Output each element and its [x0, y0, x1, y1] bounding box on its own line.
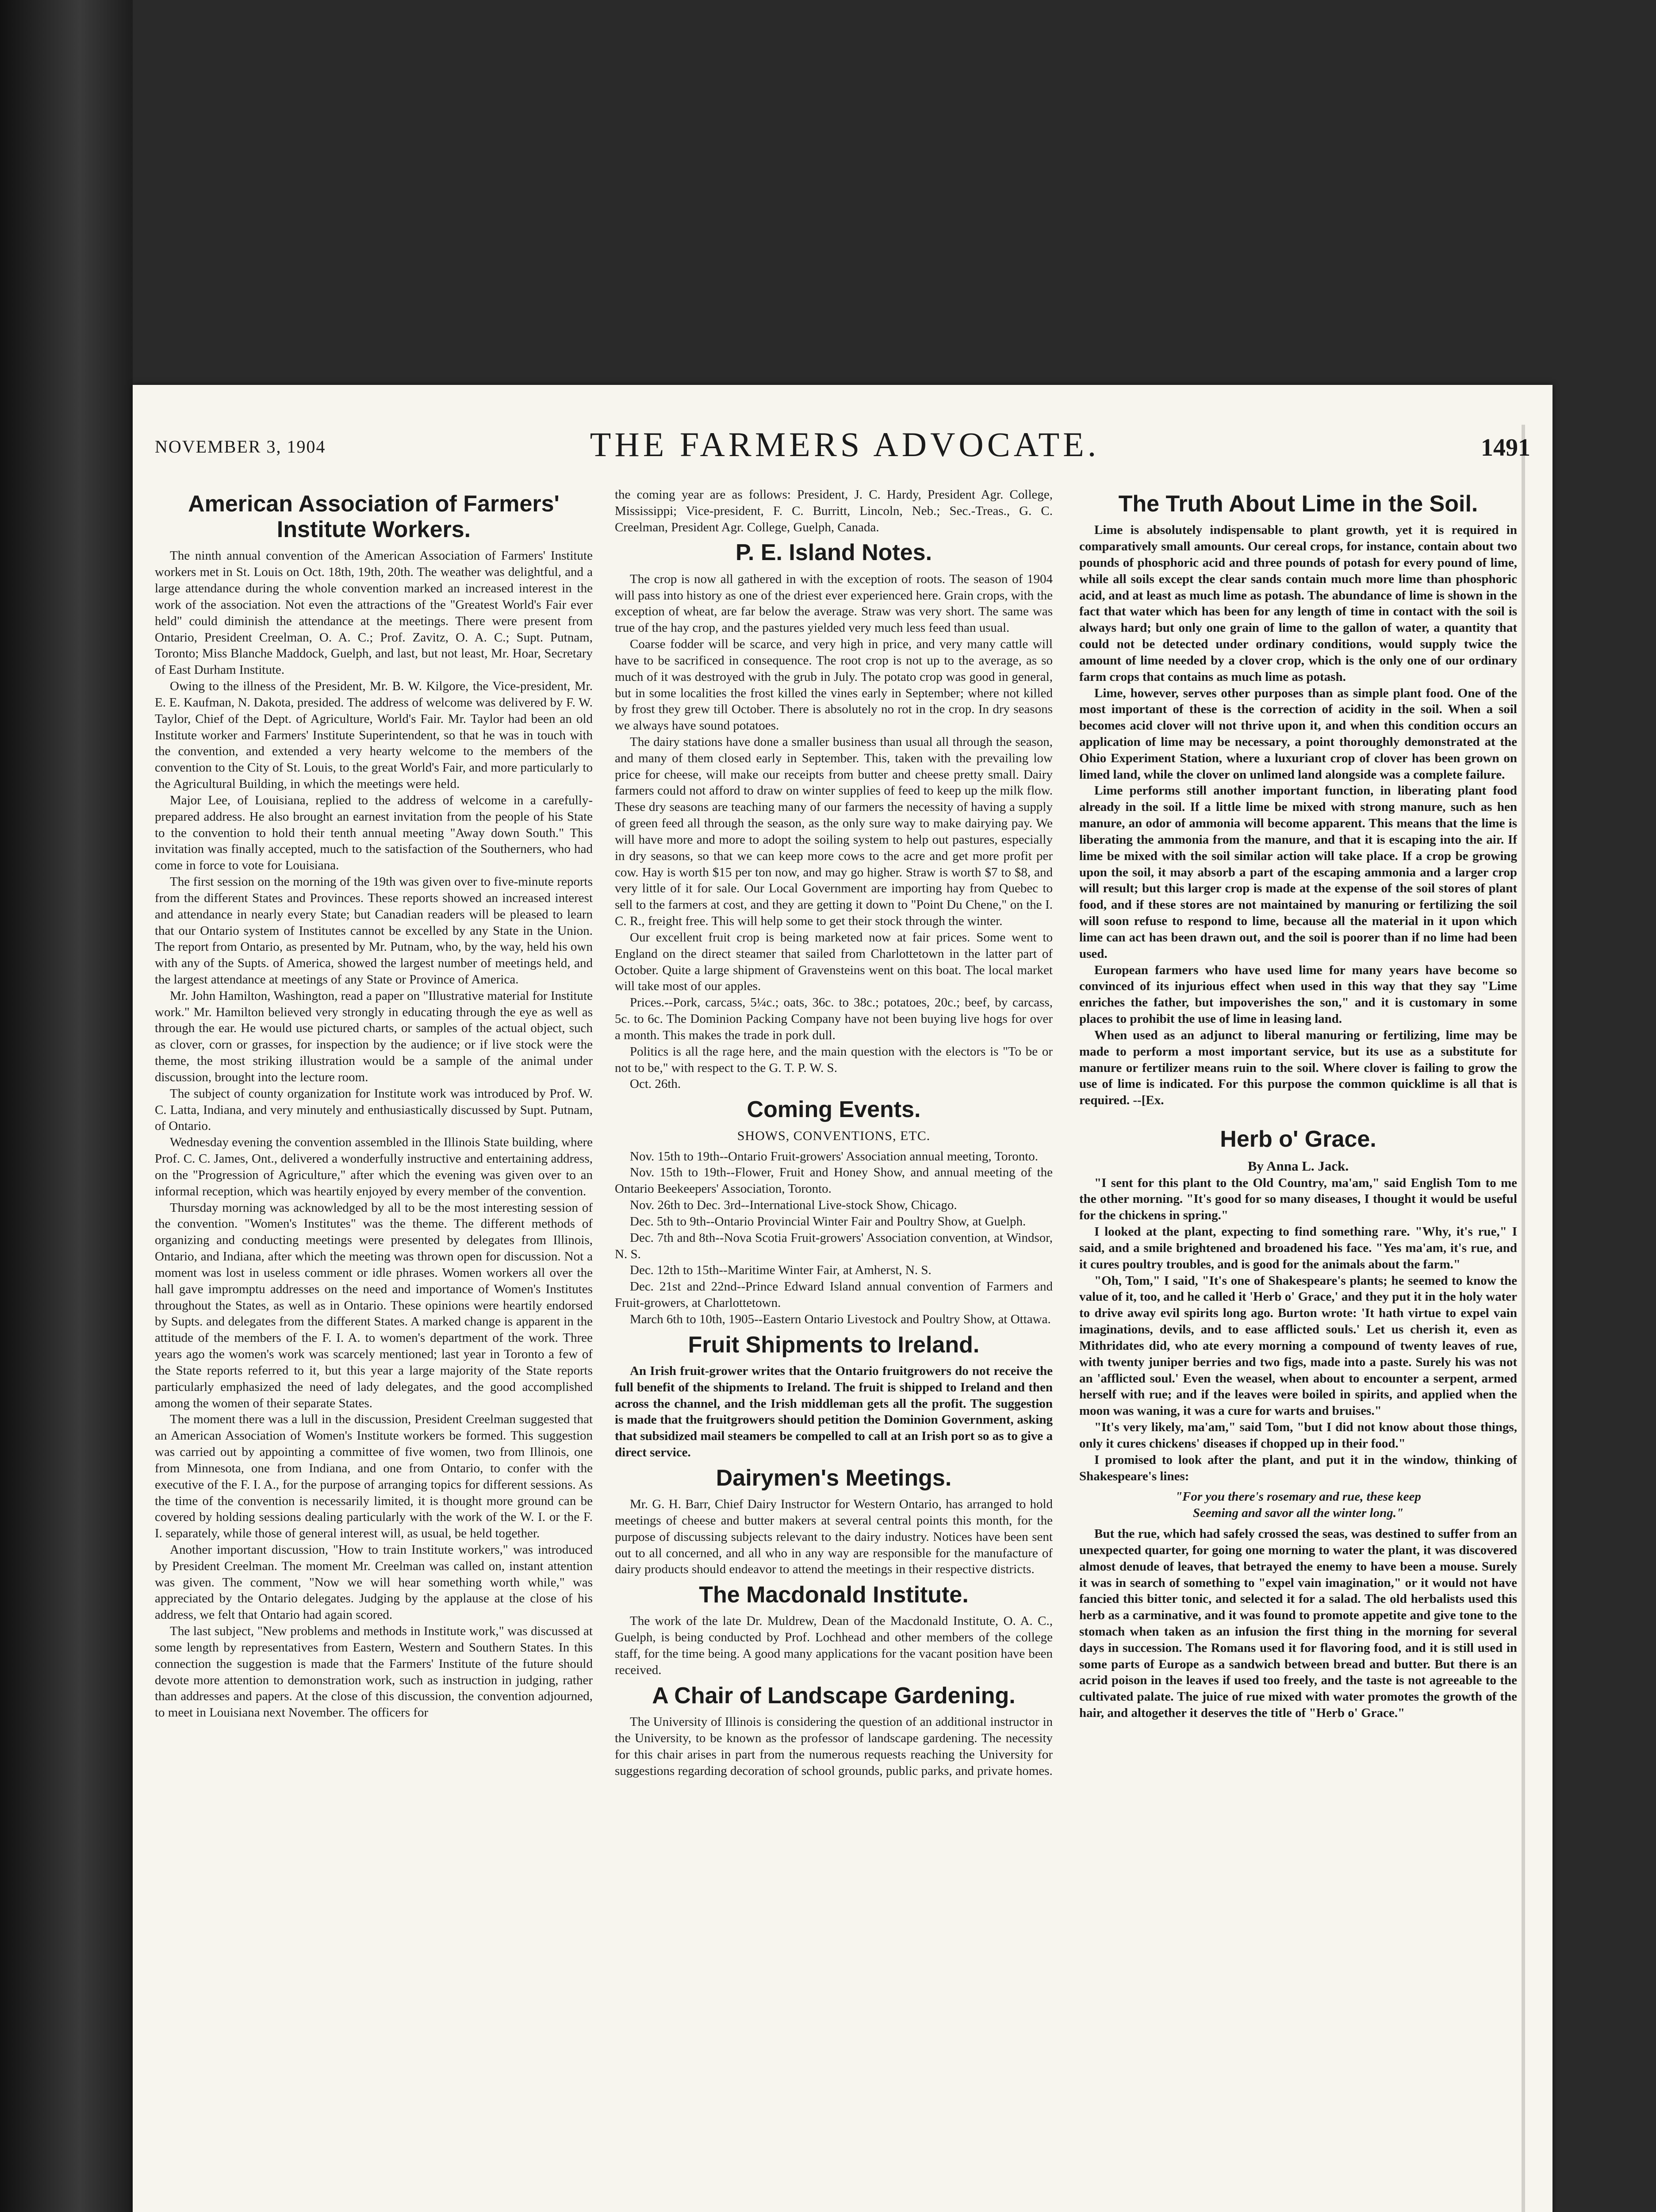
page-header [155, 420, 1535, 473]
dateline: Oct. 26th. [630, 1077, 681, 1091]
event-item: Dec. 7th and 8th--Nova Scotia Fruit-growers' Association convention, at Windsor, N. S. [615, 1230, 1053, 1261]
paragraph: The last subject, "New problems and methods in Institute work," was discussed at some length by representatives from Eastern, Western and Southern States. In this connection the suggestion is made that the Farmers' Institute of the future should devote more attention to demonstration work, such as instruction in judging, rather than addresses and papers. At the close of this discussion, the convention adjourned, to meet in Louisiana next November. The officers for [155, 1624, 593, 1720]
paragraph: The dairy stations have done a smaller business than usual all through the season, and many of them closed early in September. This, taken with the prevailing low price for cheese, will make our receipts from butter and cheese pretty small. Dairy farmers could not afford to draw on winter supplies of feed to keep up the milk flow. These dry seasons are teaching many of our farmers the necessity of having a supply of green feed all through the season, as the only sure way to make dairying pay. We will have more and more to adopt the soiling system to help out pastures, especially in dry seasons, so that we can keep more cows to the acre and get more profit per cow. Hay is worth $15 per ton now, and may go higher. Straw is worth $7 to $8, and very little of it for sale. Our Local Government are importing hay from Quebec to sell to the farmers at cost, and they are getting it down to "Point Du Chene," on the I. C. R., freight free. This will help some to get their stock through the winter. [615, 735, 1053, 929]
paragraph: Major Lee, of Louisiana, replied to the address of welcome in a carefully-prepared address. He also brought an earnest invitation from the people of his State to the convention to hold their tenth annual meeting "Away down South." This invitation was finally accepted, much to the satisfaction of the Southerners, who had come in force to vote for Louisiana. [155, 793, 593, 873]
paragraph: But the rue, which had safely crossed the seas, was destined to suffer from an unexpected quarter, for going one morning to water the plant, it was discovered almost denude of leaves, that betrayed the enemy to have been a mouse. Surely it was in search of something to "expel vain imagination," or it would not have fancied this bitter tonic, and selected it for a salad. The old herbalists used this herb as a carminative, and it was found to promote appetite and give tone to the stomach when taken as an infusion the first thing in the morning for several days in succession. The Romans used it for flavoring food, and it is still used in some parts of Europe as a sandwich between bread and butter. But there is an acrid poison in the leaves if used too freely, and the taste is not agreeable to the cultivated palate. The juice of rue mixed with water promotes the growth of the hair, and altogether it deserves the title of "Herb o' Grace." [1079, 1527, 1517, 1720]
paragraph: When used as an adjunct to liberal manuring or fertilizing, lime may be made to perform a most important service, but its use as a substitute for manure or fertilizer means ruin to the soil. Where clover is failing to grow the use of lime is indicated. For this purpose the common quicklime is all that is required. --[Ex. [1079, 1028, 1517, 1108]
article-title-herb-o-grace: Herb o' Grace. [1220, 1126, 1376, 1152]
event-item: Nov. 15th to 19th--Ontario Fruit-growers' Association annual meeting, Toronto. [630, 1149, 1039, 1164]
paragraph: The crop is now all gathered in with the exception of roots. The season of 1904 will pass into history as one of the driest ever experienced here. Grain crops, with the exception of wheat, are far below the average. Straw was very short. The same was true of the hay crop, and the pastures yielded very much less feed than usual. [615, 572, 1053, 635]
paragraph: Lime is absolutely indispensable to plant growth, yet it is required in comparatively small amounts. Our cereal crops, for instance, contain about two pounds of phosphoric acid and three pounds of potash for every pound of lime, while all soils except the clear sands contain much more lime than phosphoric acid, and at least as much lime as potash. The abundance of lime is shown in the fact that water which has been for any length of time in contact with the soil is always hard; but only one grain of lime to the gallon of water, a quantity that could not be detected under ordinary conditions, would supply twice the amount of lime needed by a clover crop, which is the only one of our ordinary farm crops that contains as much lime as potash. [1079, 523, 1517, 684]
newspaper-page [133, 385, 1552, 2212]
article-title-landscape-gardening: A Chair of Landscape Gardening. [652, 1682, 1016, 1709]
paragraph: The work of the late Dr. Muldrew, Dean of the Macdonald Institute, O. A. C., Guelph, is being conducted by Prof. Lochhead and other members of the college staff, for the time being. A good many applications for the vacant position have been received. [615, 1614, 1053, 1677]
coming-events-subtitle: SHOWS, CONVENTIONS, ETC. [737, 1129, 931, 1144]
byline: By Anna L. Jack. [1247, 1158, 1349, 1174]
verse-line: "For you there's rosemary and rue, these keep [1175, 1490, 1421, 1504]
event-item: Nov. 15th to 19th--Flower, Fruit and Honey Show, and annual meeting of the Ontario Beekeepers' Association, Toronto. [615, 1165, 1053, 1196]
column-1 [155, 487, 593, 2212]
paragraph: Our excellent fruit crop is being marketed now at fair prices. Some went to England on the direct steamer that sailed from Charlottetown in the latter part of October. Quite a large shipment of Gravensteins went on this boat. The local market will take most of our apples. [615, 930, 1053, 994]
paragraph: Prices.--Pork, carcass, 5¼c.; oats, 36c. to 38c.; potatoes, 20c.; beef, by carcass, 5c. to 6c. The Dominion Packing Company have not been buying live hogs for over a month. This makes the trade in pork dull. [615, 995, 1053, 1042]
article-title-lime-in-soil: The Truth About Lime in the Soil. [1118, 491, 1478, 517]
paragraph: Mr. G. H. Barr, Chief Dairy Instructor for Western Ontario, has arranged to hold meetings of cheese and butter makers at several central points this month, for the purpose of discussing subjects relevant to the dairy industry. Notices have been sent out to all concerned, and all who in any way are responsible for the manufacture of dairy products should endeavor to attend the meetings in their respective districts. [615, 1497, 1053, 1577]
paragraph-continued: the coming year are as follows: President, J. C. Hardy, President Agr. College, Mississippi; Vice-president, F. C. Burritt, Lincoln, Neb.; Sec.-Treas., G. C. Creelman, President Agr. College, Guelph, Canada. [615, 488, 1053, 534]
paragraph: Coarse fodder will be scarce, and very high in price, and very many cattle will have to be sacrificed in consequence. The root crop is not up to the average, as so much of it was destroyed with the grub in July. The potato crop was good in general, but in some localities the frost killed the vines early in September; where not killed by frost they grew till October. There is absolutely no rot in the crop. In dry seasons we always have sound potatoes. [615, 637, 1053, 733]
paragraph: The first session on the morning of the 19th was given over to five-minute reports from the different States and Provinces. These reports showed an increased interest and attendance in nearly every State; but Canadian readers will be pleased to learn that our Ontario system of Institutes cannot be excelled by any State in the Union. The report from Ontario, as presented by Mr. Putnam, who, by the way, held his own with any of the Supts. of America, showed the largest number of meetings held, and the largest attendance at meetings of any State or Province of America. [155, 875, 593, 987]
paragraph: "I sent for this plant to the Old Country, ma'am," said English Tom to me the other morning. "It's good for so many diseases, I thought it would be useful for the chickens in spring." [1079, 1175, 1517, 1223]
verse-line: Seeming and savor all the winter long." [1192, 1506, 1404, 1521]
paragraph: Owing to the illness of the President, Mr. B. W. Kilgore, the Vice-president, Mr. E. E. Kaufman, N. Dakota, presided. The address of welcome was delivered by F. W. Taylor, Chief of the Dept. of Agriculture, World's Fair. Mr. Taylor had been an old Institute worker and Farmers' Institute Superintendent, so that he was in touch with the convention, and extended a very hearty welcome to the members of the convention to the City of St. Louis, to the great World's Fair, and more particularly to the Agricultural Building, in which the meetings were held. [155, 679, 593, 791]
paragraph: Lime performs still another important function, in liberating plant food already in the soil. If a little lime be mixed with strong manure, such as hen manure, an odor of ammonia will become apparent. This means that the lime is liberating the ammonia from the manure, and that it is escaping into the air. If lime be mixed with the soil similar action will take place. If a crop be growing upon the soil, it may absorb a part of the escaping ammonia and a larger crop will result; but this larger crop is made at the expense of the soil stores of plant food, and if these stores are not maintained by manuring or fertilizing the soil will soon refuse to respond to lime, because all the material in it upon which lime can act has been drawn out, and the soil is poorer than if no lime had been used. [1079, 783, 1517, 961]
paragraph: "It's very likely, ma'am," said Tom, "but I did not know about those things, only it cures chickens' diseases if chopped up in their food." [1079, 1420, 1517, 1451]
paragraph: European farmers who have used lime for many years have become so convinced of its injurious effect when used in this way that they say "Lime enriches the father, but impoverishes the son," and it is customary in some places to prohibit the use of lime in leasing land. [1079, 963, 1517, 1026]
article-title-coming-events: Coming Events. [747, 1097, 921, 1123]
issue-date: NOVEMBER 3, 1904 [155, 437, 326, 457]
paragraph: "Oh, Tom," I said, "It's one of Shakespeare's plants; he seemed to know the value of it, too, and he called it 'Herb o' Grace,' and they put it in the holy water to drive away evil spirits long ago. Burton wrote: 'It hath virtue to expel vain imaginations, devils, and to ease afflicted souls.' Let us cherish it, even as Mithridates did, who ate every morning a compound of twenty leaves of rue, with twenty juniper berries and two figs, made into a paste. Surely his was not an 'afflicted soul.' Even the weasel, when about to encounter a serpent, armed herself with rue; and if the leaves were boiled in spirits, and applied when the moon was waning, it was a cure for warts and bruises." [1079, 1273, 1517, 1418]
event-item: Dec. 5th to 9th--Ontario Provincial Winter Fair and Poultry Show, at Guelph. [630, 1214, 1026, 1229]
quoted-verse [1079, 1489, 1517, 1521]
paragraph: The University of Illinois is considering the question of an additional instructor in the University, to be known as the professor of landscape gardening. The necessity for this chair arises in part from the numerous requests reaching the University for suggestions regarding decoration of school grounds, public parks, and private homes. [615, 1715, 1053, 1778]
page-number: 1491 [1481, 434, 1530, 461]
column-3 [1079, 487, 1517, 2212]
paragraph: Thursday morning was acknowledged by all to be the most interesting session of the convention. "Women's Institutes" was the theme. The different methods of organizing and conducting meetings were presented by delegates from Illinois, Ontario, and Indiana, after which the meeting was thrown open for discussion. Not a moment was lost in useless comment or idle phrases. Women workers all over the hall gave impromptu addresses on the need and importance of Women's Institutes throughout the States, as well as in Ontario. These opinions were heartily endorsed by Supts. and delegates from the different States. A marked change is apparent in the attitude of the members of the F. I. A. to women's department of the work. Three years ago the women's work was scarcely mentioned; last year in Toronto a few of the State reports referred to it, but this year a large majority of the State reports particularly emphasized the need of lady delegates, and the good accomplished among the women of their separate States. [155, 1200, 593, 1410]
masthead-title: THE FARMERS ADVOCATE. [590, 425, 1100, 464]
scan-border-left [0, 0, 133, 2212]
article-title-farmers-institute: American Association of Farmers' Institute Workers. [188, 491, 560, 543]
event-item: Dec. 12th to 15th--Maritime Winter Fair, at Amherst, N. S. [630, 1263, 932, 1278]
paragraph: Another important discussion, "How to train Institute workers," was introduced by President Creelman. The moment Mr. Creelman was called on, instant attention was given. The comment, "Now we will hear something worth while," was appreciated by the Ontario delegates. Judging by the applause at the close of his address, we felt that Ontario had again scored. [155, 1542, 593, 1622]
paragraph: I promised to look after the plant, and put it in the window, thinking of Shakespeare's lines: [1079, 1452, 1517, 1483]
paragraph: An Irish fruit-grower writes that the Ontario fruitgrowers do not receive the full benefit of the shipments to Ireland. The fruit is shipped to Ireland and then across the channel, and the Irish middleman gets all the profit. The suggestion is made that the fruitgrowers should petition the Dominion Government, asking that subsidized mail steamers be compelled to call at an Irish port so as to give a direct service. [615, 1363, 1053, 1460]
column-2 [615, 487, 1053, 2212]
event-item: Nov. 26th to Dec. 3rd--International Live-stock Show, Chicago. [630, 1198, 957, 1213]
article-title-macdonald-institute: The Macdonald Institute. [699, 1582, 969, 1608]
page-fold-shadow [1522, 425, 1525, 2212]
paragraph: I looked at the plant, expecting to find something rare. "Why, it's rue," I said, and a smile brightened and broadened his face. "Yes ma'am, it's rue, and it cures poultry troubles, and is good for the animals about the farm." [1079, 1225, 1517, 1271]
paragraph: Lime, however, serves other purposes than as simple plant food. One of the most important of these is the correction of acidity in the soil. When a soil becomes acid clover will not thrive upon it, and when this condition occurs an application of lime may be necessary, a point thoroughly demonstrated at the Ohio Experiment Station, where a luxuriant crop of clover has been grown on limed land, while the clover on unlimed land alongside was a complete failure. [1079, 686, 1517, 782]
paragraph: The ninth annual convention of the American Association of Farmers' Institute workers met in St. Louis on Oct. 18th, 19th, 20th. The weather was delightful, and a large attendance during the whole convention marked an increased interest in the work of the association. Not even the attractions of the "Greatest World's Fair ever held" could diminish the attendance at the meetings. There were present from Ontario, President Creelman, O. A. C.; Prof. Zavitz, O. A. C.; Supt. Putnam, Toronto; Miss Blanche Maddock, Guelph, and last, but not least, Mr. Hoar, Secretary of East Durham Institute. [155, 549, 593, 677]
event-item: March 6th to 10th, 1905--Eastern Ontario Livestock and Poultry Show, at Ottawa. [630, 1312, 1051, 1326]
paragraph: The subject of county organization for Institute work was introduced by Prof. W. C. Latta, Indiana, and very minutely and enthusiastically discussed by Supt. Putnam, of Ontario. [155, 1086, 593, 1133]
article-title-pei-notes: P. E. Island Notes. [735, 540, 932, 566]
article-title-fruit-shipments: Fruit Shipments to Ireland. [688, 1332, 980, 1358]
event-item: Dec. 21st and 22nd--Prince Edward Island annual convention of Farmers and Fruit-growers, at Charlottetown. [615, 1279, 1053, 1310]
paragraph: The moment there was a lull in the discussion, President Creelman suggested that an American Association of Women's Institute workers be formed. This suggestion was carried out by appointing a committee of five women, two from Illinois, one from Minnesota, one from Indiana, and one from Ontario, to confer with the executive of the F. I. A., for the purpose of arranging topics for different sessions. As the time of the convention is necessarily limited, it is thought more ground can be covered by holding sessions dealing particularly with the work of the W. I. or the F. I. separately, while those of general interest will, as usual, be held together. [155, 1412, 593, 1541]
paragraph: Politics is all the rage here, and the main question with the electors is "To be or not to be," with respect to the G. T. P. W. S. [615, 1044, 1053, 1075]
article-title-dairymens-meetings: Dairymen's Meetings. [716, 1465, 952, 1491]
paragraph: Wednesday evening the convention assembled in the Illinois State building, where Prof. C. C. James, Ont., delivered a wonderfully instructive and entertaining address, on the "Progression of Agriculture," after which the evening was given over to an informal reception, which was heartily enjoyed by every member of the convention. [155, 1135, 593, 1198]
article-body-farmers-institute [155, 548, 593, 1721]
paragraph: Mr. John Hamilton, Washington, read a paper on "Illustrative material for Institute work." Mr. Hamilton believed very strongly in educating through the eye as well as through the ear. He would use pictured charts, or samples of the actual object, such as clover, corn or grasses, for inspection by the audience; or if live stock were the theme, the most striking illustration would be a sample of the animal under discussion, brought into the lecture room. [155, 988, 593, 1084]
